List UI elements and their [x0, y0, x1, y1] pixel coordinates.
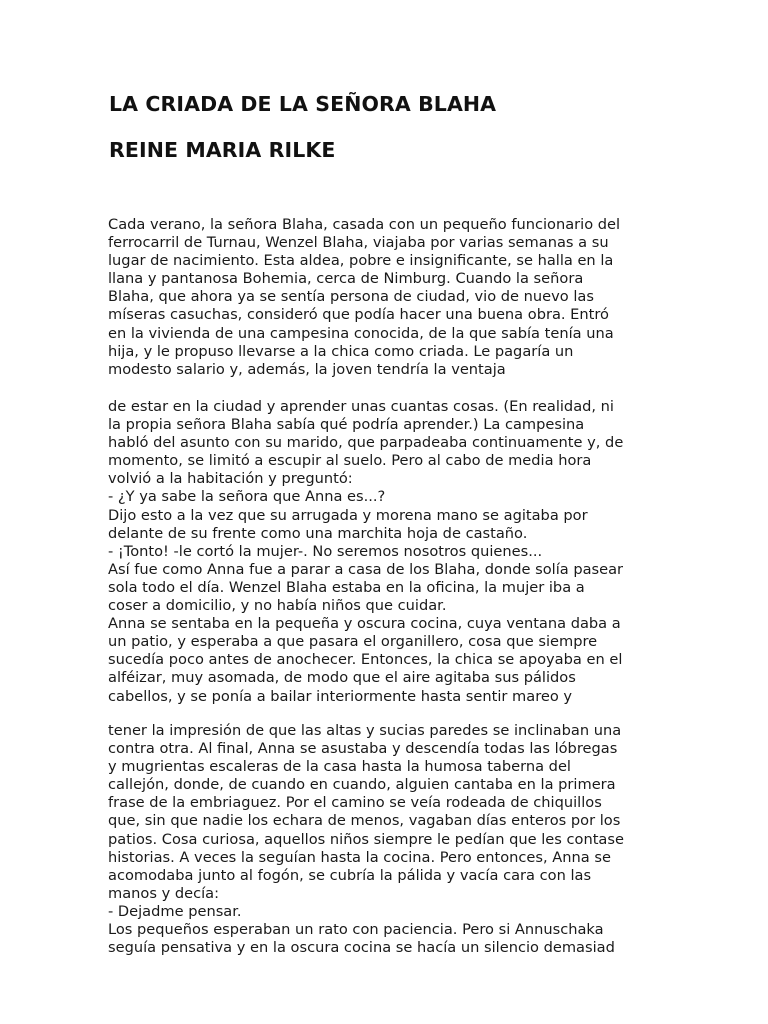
- document-author: REINE MARIA RILKE: [109, 138, 336, 162]
- text-line: delante de su frente como una marchita hoja de castaño.: [108, 524, 528, 542]
- text-line: acomodaba junto al fogón, se cubría la pálida y vacía cara con las: [108, 866, 592, 884]
- paragraph: [108, 722, 668, 957]
- text-line: cabellos, y se ponía a bailar interiormente hasta sentir mareo y: [108, 687, 573, 705]
- text-line: habló del asunto con su marido, que parpadeaba continuamente y, de: [108, 434, 624, 452]
- text-line: - ¡Tonto! -le cortó la mujer-. No seremos nosotros quienes...: [108, 542, 543, 560]
- text-line: llana y pantanosa Bohemia, cerca de Nimburg. Cuando la señora: [108, 270, 584, 288]
- text-line: coser a domicilio, y no había niños que cuidar.: [108, 597, 447, 615]
- text-line: patios. Cosa curiosa, aquellos niños siempre le pedían que les contase: [108, 830, 624, 848]
- document-title: LA CRIADA DE LA SEÑORA BLAHA: [109, 92, 497, 116]
- text-line: - Dejadme pensar.: [108, 902, 242, 920]
- paragraph: [108, 398, 668, 706]
- text-line: la propia señora Blaha sabía qué podría aprender.) La campesina: [108, 416, 585, 434]
- text-line: sola todo el día. Wenzel Blaha estaba en la oficina, la mujer iba a: [108, 578, 585, 596]
- text-line: alféizar, muy asomada, de modo que el aire agitaba sus pálidos: [108, 669, 576, 687]
- text-line: historias. A veces la seguían hasta la cocina. Pero entonces, Anna se: [108, 848, 611, 866]
- text-line: lugar de nacimiento. Esta aldea, pobre e insignificante, se halla en la: [108, 252, 614, 270]
- text-line: de estar en la ciudad y aprender unas cuantas cosas. (En realidad, ni: [108, 398, 614, 415]
- text-line: míseras casuchas, consideró que podía hacer una buena obra. Entró: [108, 306, 609, 324]
- text-line: hija, y le propuso llevarse a la chica como criada. Le pagaría un: [108, 342, 574, 360]
- text-line: Los pequeños esperaban un rato con paciencia. Pero si Annuschaka: [108, 921, 604, 939]
- text-line: manos y decía:: [108, 884, 220, 902]
- text-line: un patio, y esperaba a que pasara el organillero, cosa que siempre: [108, 633, 598, 651]
- text-line: Cada verano, la señora Blaha, casada con un pequeño funcionario del: [108, 216, 621, 233]
- text-line: volvió a la habitación y preguntó:: [108, 470, 353, 488]
- text-line: Dijo esto a la vez que su arrugada y morena mano se agitaba por: [108, 506, 588, 524]
- text-line: ferrocarril de Turnau, Wenzel Blaha, viajaba por varias semanas a su: [108, 234, 609, 252]
- text-line: sucedía poco antes de anochecer. Entonces, la chica se apoyaba en el: [108, 651, 623, 669]
- text-line: - ¿Y ya sabe la señora que Anna es...?: [108, 488, 386, 506]
- text-line: frase de la embriaguez. Por el camino se veía rodeada de chiquillos: [108, 794, 602, 812]
- text-line: Anna se sentaba en la pequeña y oscura cocina, cuya ventana daba a: [108, 615, 621, 633]
- text-line: seguía pensativa y en la oscura cocina se hacía un silencio demasiad: [108, 939, 615, 957]
- text-line: callejón, donde, de cuando en cuando, alguien cantaba en la primera: [108, 776, 616, 794]
- text-line: y mugrientas escaleras de la casa hasta la humosa taberna del: [108, 758, 571, 776]
- text-line: momento, se limitó a escupir al suelo. Pero al cabo de media hora: [108, 452, 592, 470]
- text-line: modesto salario y, además, la joven tendría la ventaja: [108, 360, 506, 378]
- text-line: contra otra. Al final, Anna se asustaba y descendía todas las lóbregas: [108, 740, 618, 758]
- paragraph: [108, 216, 668, 379]
- text-line: tener la impresión de que las altas y sucias paredes se inclinaban una: [108, 722, 622, 739]
- text-line: Blaha, que ahora ya se sentía persona de ciudad, vio de nuevo las: [108, 288, 594, 306]
- text-line: que, sin que nadie los echara de menos, vagaban días enteros por los: [108, 812, 621, 830]
- text-line: en la vivienda de una campesina conocida, de la que sabía tenía una: [108, 324, 614, 342]
- text-line: Así fue como Anna fue a parar a casa de los Blaha, donde solía pasear: [108, 560, 624, 578]
